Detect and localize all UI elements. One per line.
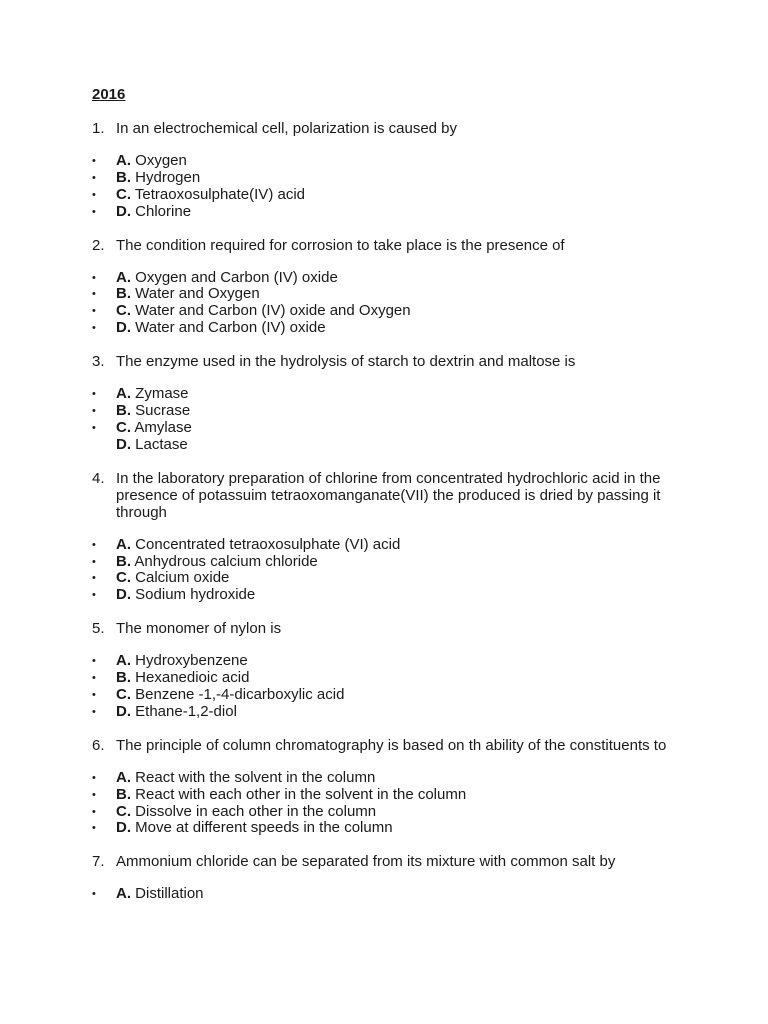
- option-item: [92, 286, 682, 303]
- option-letter: A.: [116, 885, 131, 903]
- question-number: 4.: [92, 469, 105, 487]
- question-text: The principle of column chromatography is based on th ability of the constituents to: [116, 736, 667, 754]
- option-text: Amylase: [134, 418, 192, 436]
- question-text: The condition required for corrosion to take place is the presence of: [116, 236, 565, 254]
- option-item: [92, 403, 682, 420]
- option-item: [92, 320, 682, 337]
- option-letter: B.: [116, 552, 131, 570]
- option-item: [92, 386, 682, 403]
- bullet-icon: •: [92, 405, 96, 418]
- option-item: [92, 804, 682, 821]
- option-letter: D.: [116, 202, 131, 220]
- bullet-icon: •: [92, 188, 96, 201]
- question-text: In an electrochemical cell, polarization is caused by: [116, 120, 458, 137]
- bullet-icon: •: [92, 288, 96, 301]
- option-item: [92, 570, 682, 587]
- option-text: Dissolve in each other in the column: [135, 802, 377, 820]
- option-letter: D.: [116, 435, 131, 453]
- option-item: [92, 886, 682, 903]
- question-number: 6.: [92, 736, 105, 754]
- bullet-icon: •: [92, 888, 96, 901]
- option-item: [92, 587, 682, 604]
- bullet-icon: •: [92, 689, 96, 702]
- question-number: 1.: [92, 120, 105, 137]
- option-item: [92, 787, 682, 804]
- option-letter: B.: [116, 785, 131, 803]
- option-letter: A.: [116, 268, 131, 286]
- bullet-icon: •: [92, 388, 96, 401]
- option-letter: B.: [116, 402, 131, 420]
- option-list: [92, 653, 682, 721]
- bullet-icon: •: [92, 322, 96, 335]
- option-item: [92, 420, 682, 437]
- option-text: Concentrated tetraoxosulphate (VI) acid: [135, 535, 401, 553]
- option-letter: A.: [116, 535, 131, 553]
- bullet-icon: •: [92, 705, 96, 718]
- option-letter: C.: [116, 802, 131, 820]
- option-letter: C.: [116, 686, 131, 704]
- option-text: Anhydrous calcium chloride: [134, 552, 318, 570]
- option-letter: A.: [116, 152, 131, 169]
- option-item: [92, 170, 682, 187]
- bullet-icon: •: [92, 672, 96, 685]
- option-item: [92, 303, 682, 320]
- option-letter: D.: [116, 319, 131, 337]
- question-text: Ammonium chloride can be separated from its mixture with common salt by: [116, 853, 616, 871]
- bullet-icon: •: [92, 822, 96, 835]
- option-text: Water and Carbon (IV) oxide and Oxygen: [135, 302, 411, 320]
- bullet-icon: •: [92, 589, 96, 602]
- option-item: [92, 670, 682, 687]
- option-item: [92, 537, 682, 554]
- option-text: Hydrogen: [135, 168, 201, 186]
- option-text: Sucrase: [135, 402, 191, 420]
- option-text: Oxygen and Carbon (IV) oxide: [135, 268, 338, 286]
- option-letter: C.: [116, 418, 131, 436]
- option-text: Benzene -1,-4-dicarboxylic acid: [135, 686, 345, 704]
- option-text: Water and Oxygen: [135, 285, 260, 303]
- option-list: [92, 770, 682, 838]
- option-letter: B.: [116, 168, 131, 186]
- bullet-icon: •: [92, 771, 96, 784]
- option-letter: C.: [116, 302, 131, 320]
- option-letter: D.: [116, 702, 131, 720]
- option-item: [92, 704, 682, 721]
- bullet-icon: •: [92, 538, 96, 551]
- option-letter: B.: [116, 285, 131, 303]
- question-number: 3.: [92, 353, 105, 371]
- question-3: [92, 353, 682, 370]
- bullet-icon: •: [92, 155, 96, 167]
- question-number: 2.: [92, 236, 105, 254]
- option-text: Chlorine: [135, 202, 192, 220]
- option-text: Oxygen: [135, 152, 187, 169]
- option-letter: C.: [116, 569, 131, 587]
- option-letter: A.: [116, 652, 131, 670]
- option-list: [92, 153, 682, 221]
- bullet-icon: •: [92, 805, 96, 818]
- option-list: [92, 386, 682, 454]
- bullet-icon: •: [92, 572, 96, 585]
- option-item: [92, 187, 682, 204]
- option-text: Tetraoxosulphate(IV) acid: [134, 185, 305, 203]
- bullet-icon: •: [92, 305, 96, 318]
- question-number: 5.: [92, 620, 105, 638]
- year-heading: 2016: [92, 86, 126, 103]
- question-5: [92, 620, 682, 637]
- option-item: [92, 204, 682, 221]
- option-letter: A.: [116, 385, 131, 403]
- option-text: Ethane-1,2-diol: [135, 702, 237, 720]
- option-item: [92, 820, 682, 837]
- option-text: Sodium hydroxide: [135, 586, 256, 604]
- question-6: [92, 737, 682, 754]
- bullet-icon: •: [92, 171, 96, 184]
- option-text: Distillation: [135, 885, 204, 903]
- option-text: Hexanedioic acid: [135, 669, 250, 687]
- bullet-icon: •: [92, 655, 96, 668]
- question-1: [92, 120, 682, 137]
- option-item: [92, 687, 682, 704]
- bullet-icon: •: [92, 271, 96, 284]
- bullet-icon: •: [92, 788, 96, 801]
- bullet-icon: •: [92, 555, 96, 568]
- bullet-icon: •: [92, 421, 96, 434]
- option-text: Water and Carbon (IV) oxide: [135, 319, 326, 337]
- question-text: The enzyme used in the hydrolysis of starch to dextrin and maltose is: [116, 353, 576, 371]
- document-page: [92, 86, 682, 919]
- option-item: [92, 153, 682, 170]
- question-2: [92, 237, 682, 254]
- option-text: React with each other in the solvent in the column: [135, 785, 467, 803]
- question-list: [92, 120, 682, 903]
- option-item: [92, 770, 682, 787]
- option-letter: B.: [116, 669, 131, 687]
- option-item: [92, 270, 682, 287]
- option-item: [92, 554, 682, 571]
- option-letter: D.: [116, 819, 131, 837]
- option-list: [92, 270, 682, 338]
- option-letter: D.: [116, 586, 131, 604]
- question-text: The monomer of nylon is: [116, 620, 282, 638]
- question-7: [92, 853, 682, 870]
- option-item: [92, 437, 682, 454]
- option-text: Zymase: [135, 385, 189, 403]
- question-text: In the laboratory preparation of chlorine from concentrated hydrochloric acid in the presence of potassuim tetraoxomanganate(VII) the produced is dried by passing it through: [116, 469, 661, 521]
- option-text: Lactase: [135, 435, 188, 453]
- option-list: [92, 886, 682, 903]
- option-text: Hydroxybenzene: [135, 652, 248, 670]
- option-item: [92, 653, 682, 670]
- option-text: React with the solvent in the column: [135, 768, 376, 786]
- option-letter: C.: [116, 185, 131, 203]
- option-text: Calcium oxide: [135, 569, 230, 587]
- option-list: [92, 537, 682, 605]
- option-text: Move at different speeds in the column: [135, 819, 393, 837]
- question-number: 7.: [92, 853, 105, 871]
- option-letter: A.: [116, 768, 131, 786]
- bullet-icon: •: [92, 205, 96, 218]
- question-4: [92, 470, 682, 521]
